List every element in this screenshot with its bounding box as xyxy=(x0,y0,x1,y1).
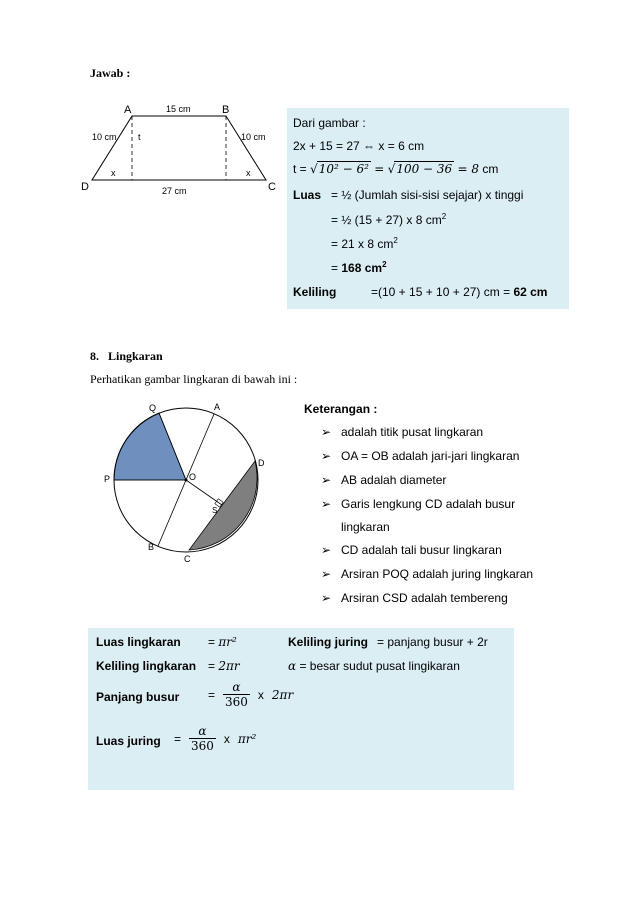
luas-juring-label: Luas juring xyxy=(96,734,161,748)
t-unit: cm xyxy=(482,162,499,176)
luas-juring-formula: = $\frac{\alpha}{360}$ x πr² xyxy=(174,724,257,753)
trapezoid-diagram xyxy=(78,100,288,200)
height-label: t xyxy=(138,132,141,142)
luas-line-1: = ½ (Jumlah sisi-sisi sejajar) x tinggi xyxy=(331,188,524,202)
top-side-label: 15 cm xyxy=(166,104,191,114)
luas-lingkaran-label: Luas lingkaran xyxy=(96,635,181,649)
trapezoid-shape xyxy=(92,116,266,180)
list-item: ➢ CD adalah tali busur lingkaran xyxy=(321,543,502,557)
keliling-line: =(10 + 15 + 10 + 27) cm = 62 cm xyxy=(371,285,548,299)
keterangan-title: Keterangan : xyxy=(304,402,378,416)
keliling-lingkaran-label: Keliling lingkaran xyxy=(96,659,197,673)
t-eq: = xyxy=(374,162,385,176)
vertex-b: B xyxy=(222,104,230,116)
label-p: P xyxy=(104,474,111,484)
label-o: O xyxy=(189,472,197,482)
panjang-busur-formula: = $\frac{\alpha}{360}$ x 2πr xyxy=(208,680,294,709)
solution-line-2: 2x + 15 = 27 ⇔ x = 6 cm xyxy=(293,139,425,153)
section-heading: 8. Lingkaran xyxy=(90,349,163,363)
list-item: ➢ adalah titik pusat lingkaran xyxy=(321,425,484,439)
luas-line-3: = 21 x 8 $cm^2$ xyxy=(331,236,398,251)
sqrt-1: √10² − 6² xyxy=(310,162,369,176)
x-right-label: x xyxy=(246,168,251,178)
keliling-label: Keliling xyxy=(293,285,337,299)
list-item: ➢ OA = OB adalah jari-jari lingkaran xyxy=(321,449,520,463)
luas-line-2: = ½ (15 + 27) x 8 $cm^2$ xyxy=(331,212,447,227)
t-prefix: t = xyxy=(293,162,307,176)
label-s: S xyxy=(212,506,218,515)
center-point xyxy=(185,479,188,482)
x-left-label: x xyxy=(111,168,116,178)
segment-csd xyxy=(189,461,257,550)
label-a: A xyxy=(214,402,221,412)
label-c: C xyxy=(184,554,191,564)
list-item: ➢ Garis lengkung CD adalah busur xyxy=(321,497,516,511)
t-result: = 8 xyxy=(457,162,480,176)
label-b: B xyxy=(148,542,155,552)
alpha-desc-line: α = besar sudut pusat lingikaran xyxy=(288,659,460,673)
keliling-juring-label: Keliling juring xyxy=(288,635,368,649)
label-q: Q xyxy=(149,403,157,413)
keliling-lingkaran-formula: = 2πr xyxy=(208,659,240,673)
luas-label: Luas xyxy=(293,188,322,202)
list-item: ➢ Arsiran CSD adalah tembereng xyxy=(321,591,508,605)
vertex-d: D xyxy=(81,181,89,193)
bottom-side-label: 27 cm xyxy=(162,186,187,196)
solution-box xyxy=(287,108,569,309)
right-side-label: 10 cm xyxy=(241,132,266,142)
luas-lingkaran-formula: = πr² xyxy=(208,635,237,649)
left-side-label: 10 cm xyxy=(92,132,117,142)
list-item: ➢ AB adalah diameter xyxy=(321,473,447,487)
list-item-continuation: lingkaran xyxy=(341,520,390,534)
luas-line-4: = 168 $cm^2$ xyxy=(331,260,387,275)
keliling-juring-formula: = panjang busur + 2r xyxy=(377,635,488,649)
sqrt-2: √100 − 36 xyxy=(387,162,453,176)
circle-diagram xyxy=(104,400,284,566)
formula-box xyxy=(88,628,514,790)
vertex-a: A xyxy=(124,104,132,116)
jawab-label: Jawab : xyxy=(90,66,131,80)
label-d: D xyxy=(258,458,265,468)
list-item: ➢ Arsiran POQ adalah juring lingkaran xyxy=(321,567,534,581)
panjang-busur-label: Panjang busur xyxy=(96,690,180,704)
solution-t-line xyxy=(293,162,498,176)
sector-poq xyxy=(114,413,186,480)
vertex-c: C xyxy=(268,181,276,193)
solution-line-1: Dari gambar : xyxy=(293,116,366,130)
section-intro: Perhatikan gambar lingkaran di bawah ini : xyxy=(90,372,298,386)
